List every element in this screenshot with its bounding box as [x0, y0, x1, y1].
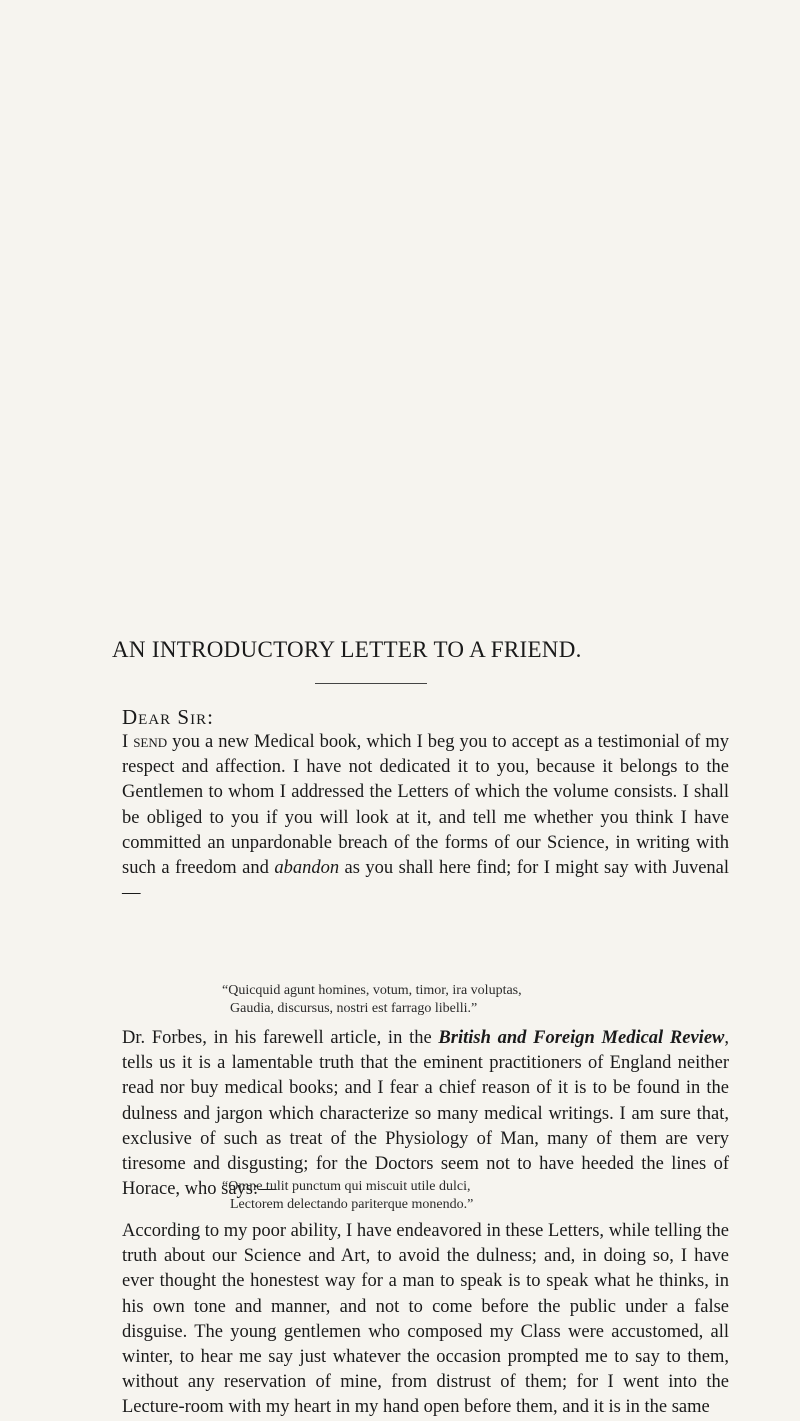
horace-quote: [222, 1178, 473, 1214]
paragraph-1: [122, 730, 729, 906]
lead-words: I send: [122, 732, 168, 752]
page-title: AN INTRODUCTORY LETTER TO A FRIEND.: [112, 637, 582, 663]
salutation: Dear Sir:: [122, 705, 214, 729]
paragraph-1-text-b: as you shall here find; for I might say with Juvenal—: [122, 858, 730, 904]
juvenal-quote: [222, 982, 522, 1018]
journal-title: British and Foreign Medical Review: [438, 1028, 725, 1048]
paragraph-1-text-a: you a new Medical book, which I beg you to accept as a testimonial of my respect and affection. I have not dedicated it to you, because it belongs to the Gentlemen to whom I addressed the Letters of which the volume consists. I shall be obliged to you if you will look at it, and tell me whether you think I have committed an unpardonable breach of the forms of our Science, in writing with such a freedom and: [122, 732, 729, 879]
paragraph-2: [122, 1026, 729, 1202]
quote-line: Gaudia, discursus, nostri est farrago libelli.”: [230, 1001, 478, 1016]
quote-line: Lectorem delectando pariterque monendo.”: [230, 1197, 474, 1212]
quote-line: “Omne tulit punctum qui miscuit utile dulci,: [222, 1179, 471, 1194]
paragraph-2-text-a: Dr. Forbes, in his farewell article, in the: [122, 1028, 439, 1048]
paragraph-3: According to my poor ability, I have endeavored in these Letters, while telling the truth about our Science and Art, to avoid the dulness; and, in doing so, I have ever thought the honestest way for a man to speak is to speak what he thinks, in his own tone and manner, and not to come before the public under a false disguise. The young gentlemen who composed my Class were accustomed, all winter, to hear me say just whatever the occasion prompted me to say to them, without any reservation of mine, from distrust of them; for I went into the Lecture-room with my heart in my hand open before them, and it is in the same: [122, 1221, 729, 1418]
quote-line: “Quicquid agunt homines, votum, timor, ira voluptas,: [222, 983, 522, 998]
title-divider: [315, 683, 427, 684]
italic-word: abandon: [274, 858, 340, 879]
paragraph-2-text-b: , tells us it is a lamentable truth that the eminent practitioners of England neither read nor buy medical books; and I fear a chief reason of it is to be found in the dulness and jargon which characterize so many medical writings. I am sure that, exclusive of such as treat of the Physiology of Man, many of them are very tiresome and disgusting; for the Doctors seem not to have heeded the lines of Horace, who says:—: [122, 1028, 729, 1200]
